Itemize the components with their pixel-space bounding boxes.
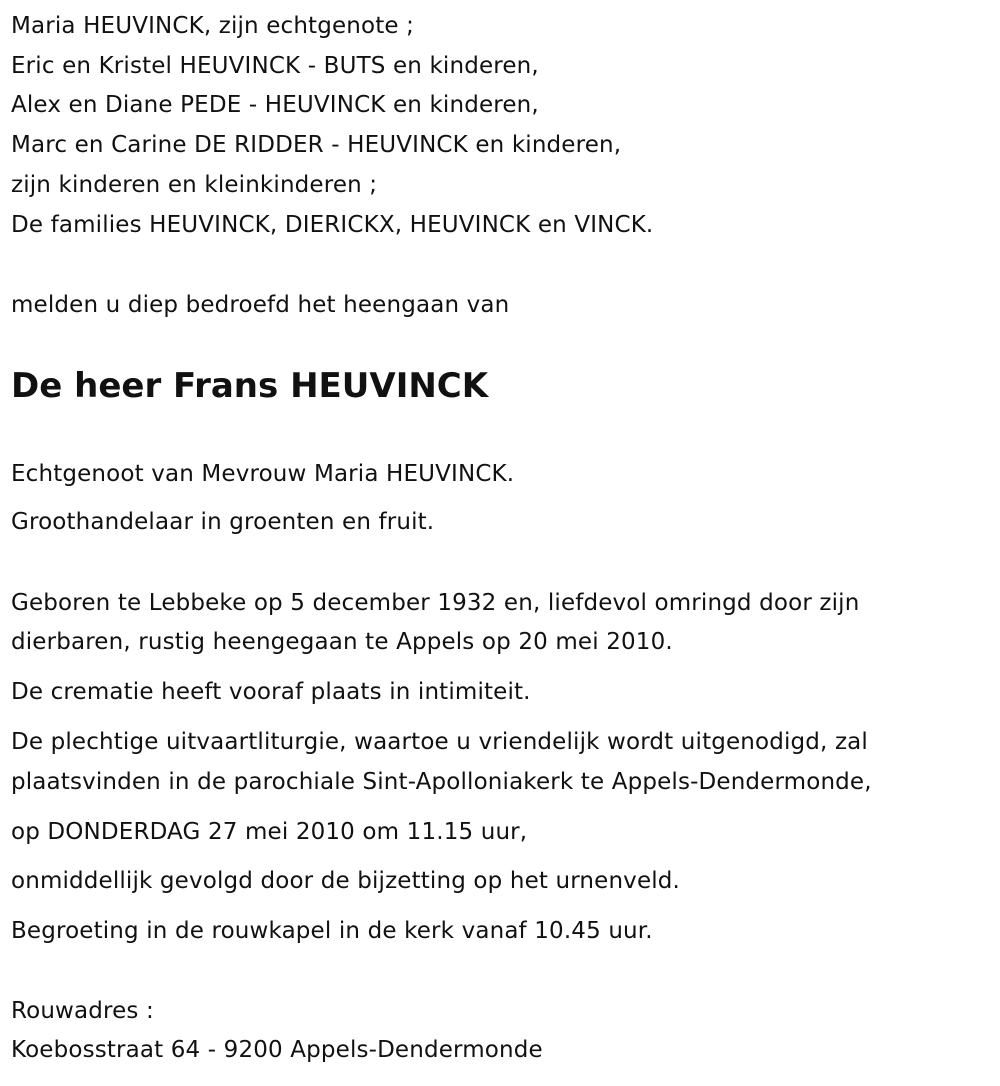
ceremony-line: Geboren te Lebbeke op 5 december 1932 en, liefdevol omringd door zijn: [11, 590, 860, 616]
address-label: Rouwadres :: [11, 998, 154, 1024]
spouse-text: Echtgenoot van Mevrouw Maria HEUVINCK.: [11, 461, 515, 487]
ceremony-line: onmiddellijk gevolgd door de bijzetting op het urnenveld.: [11, 868, 680, 894]
ceremony-line: De crematie heeft vooraf plaats in intimiteit.: [11, 679, 531, 705]
family-line: zijn kinderen en kleinkinderen ;: [11, 172, 378, 198]
ceremony-line: op DONDERDAG 27 mei 2010 om 11.15 uur,: [11, 819, 528, 845]
ceremony-line: Begroeting in de rouwkapel in de kerk vanaf 10.45 uur.: [11, 918, 653, 944]
family-line: Marc en Carine DE RIDDER - HEUVINCK en kinderen,: [11, 132, 622, 158]
ceremony-line: De plechtige uitvaartliturgie, waartoe u vriendelijk wordt uitgenodigd, zal: [11, 729, 868, 755]
family-line: Eric en Kristel HEUVINCK - BUTS en kinderen,: [11, 53, 539, 79]
address-value: Koebosstraat 64 - 9200 Appels-Dendermonde: [11, 1037, 543, 1063]
family-line: De families HEUVINCK, DIERICKX, HEUVINCK en VINCK.: [11, 212, 654, 238]
deceased-name: De heer Frans HEUVINCK: [11, 366, 489, 406]
ceremony-line: dierbaren, rustig heengegaan te Appels op 20 mei 2010.: [11, 629, 673, 655]
family-line: Alex en Diane PEDE - HEUVINCK en kinderen,: [11, 92, 539, 118]
family-line: Maria HEUVINCK, zijn echtgenote ;: [11, 13, 415, 39]
ceremony-line: plaatsvinden in de parochiale Sint-Apolloniakerk te Appels-Dendermonde,: [11, 769, 872, 795]
announcement-text: melden u diep bedroefd het heengaan van: [11, 292, 510, 318]
occupation-text: Groothandelaar in groenten en fruit.: [11, 509, 435, 535]
